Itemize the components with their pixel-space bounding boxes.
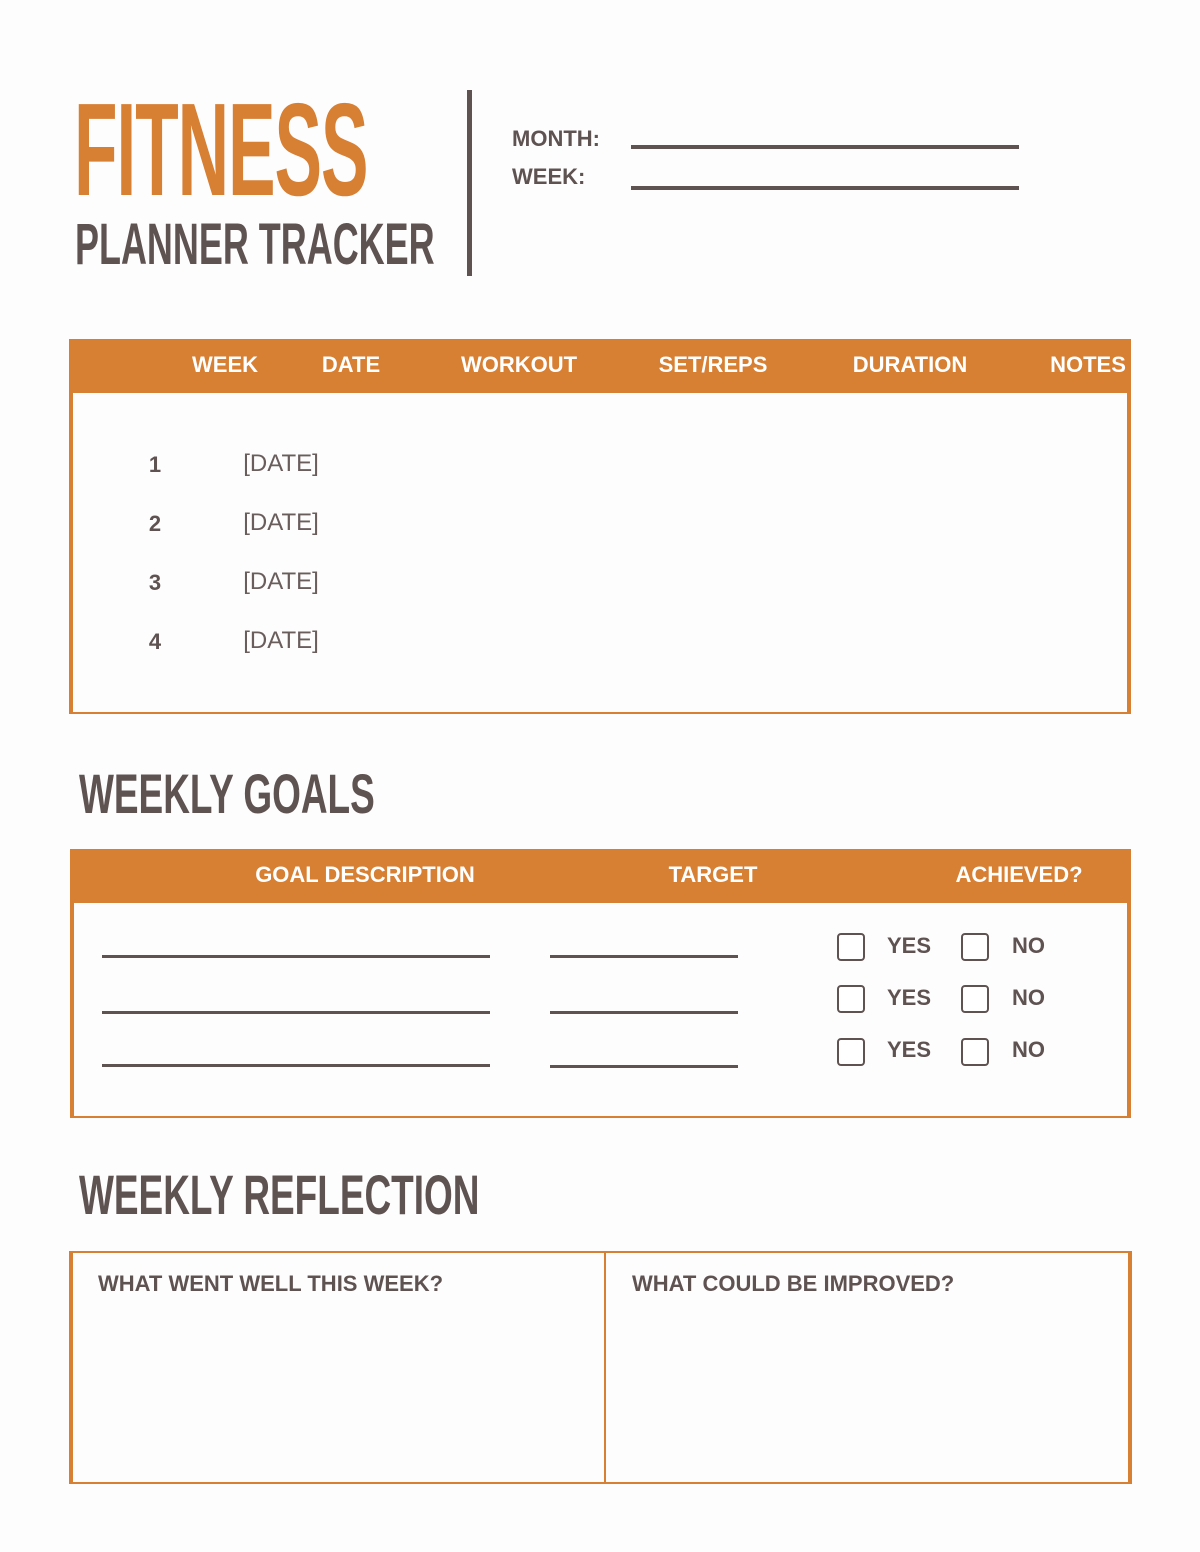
goal-target-field[interactable] (550, 1065, 738, 1068)
went-well-field[interactable] (73, 1253, 604, 1482)
page-subtitle: PLANNER TRACKER (75, 212, 435, 277)
yes-checkbox[interactable] (837, 1038, 865, 1066)
goal-description-field[interactable] (102, 1011, 490, 1014)
week-number: 4 (148, 629, 162, 654)
workout-table-header (69, 339, 1131, 393)
column-header-achieved: ACHIEVED? (955, 862, 1083, 887)
week-number: 3 (148, 570, 162, 595)
yes-checkbox[interactable] (837, 985, 865, 1013)
column-header-target: TARGET (668, 862, 758, 887)
column-header-duration: DURATION (852, 352, 968, 377)
column-header-week: WEEK (192, 352, 258, 377)
weekly-goals-title: WEEKLY GOALS (79, 762, 375, 825)
header-divider (467, 90, 472, 276)
no-label: NO (1012, 933, 1045, 958)
no-label: NO (1012, 1037, 1045, 1062)
yes-label: YES (887, 1037, 932, 1062)
weekly-goals-header (70, 849, 1131, 903)
week-date[interactable]: [DATE] (243, 627, 319, 654)
column-header-set-reps: SET/REPS (658, 352, 768, 377)
went-well-question: WHAT WENT WELL THIS WEEK? (98, 1271, 444, 1296)
column-header-date: DATE (321, 352, 381, 377)
improve-question: WHAT COULD BE IMPROVED? (632, 1271, 955, 1296)
no-checkbox[interactable] (961, 933, 989, 961)
no-checkbox[interactable] (961, 1038, 989, 1066)
yes-label: YES (887, 985, 932, 1010)
page-title: FITNESS (74, 76, 368, 223)
week-date[interactable]: [DATE] (243, 450, 319, 477)
goal-description-field[interactable] (102, 1064, 490, 1067)
improve-field[interactable] (606, 1253, 1128, 1482)
week-number: 2 (148, 511, 162, 536)
week-label: WEEK: (512, 164, 586, 189)
no-checkbox[interactable] (961, 985, 989, 1013)
weekly-reflection-title: WEEKLY REFLECTION (79, 1163, 480, 1226)
column-header-goal-description: GOAL DESCRIPTION (255, 862, 475, 887)
yes-label: YES (887, 933, 932, 958)
goal-target-field[interactable] (550, 1011, 738, 1014)
weekly-goals-table (70, 849, 1131, 1118)
column-header-notes: NOTES (1050, 352, 1126, 377)
week-date[interactable]: [DATE] (243, 568, 319, 595)
month-label: MONTH: (512, 126, 600, 151)
week-number: 1 (148, 452, 162, 477)
column-header-workout: WORKOUT (460, 352, 578, 377)
month-field[interactable] (631, 145, 1019, 149)
goal-description-field[interactable] (102, 955, 490, 958)
goal-target-field[interactable] (550, 955, 738, 958)
week-field[interactable] (631, 186, 1019, 190)
no-label: NO (1012, 985, 1045, 1010)
weekly-reflection-box (69, 1251, 1132, 1484)
yes-checkbox[interactable] (837, 933, 865, 961)
week-date[interactable]: [DATE] (243, 509, 319, 536)
workout-table (69, 339, 1131, 714)
